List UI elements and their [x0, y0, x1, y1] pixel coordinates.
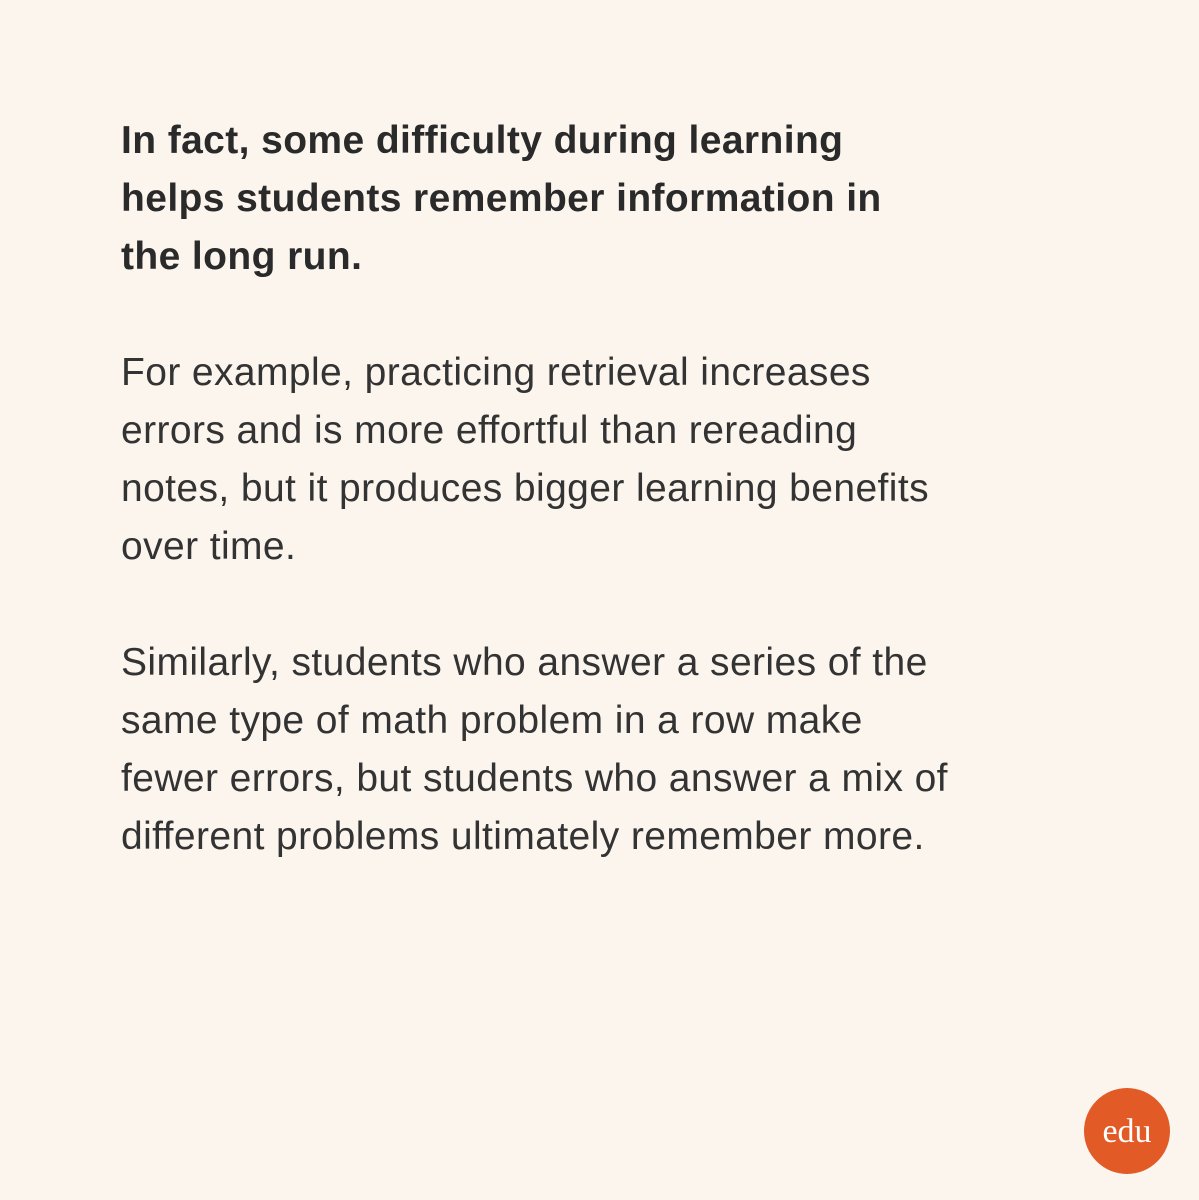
paragraph-line: For example, practicing retrieval increases — [121, 351, 871, 394]
paragraph-line: same type of math problem in a row make — [121, 699, 863, 742]
paragraph-line: different problems ultimately remember more. — [121, 815, 925, 858]
paragraph-line: In fact, some difficulty during learning — [121, 119, 844, 162]
paragraph-spacer — [121, 286, 1121, 344]
intro-paragraph — [121, 112, 1121, 286]
paragraph-line: Similarly, students who answer a series of the — [121, 641, 928, 684]
paragraph-spacer — [121, 576, 1121, 634]
paragraph-line: fewer errors, but students who answer a mix of — [121, 757, 948, 800]
article-text — [121, 112, 1121, 866]
paragraph-line: over time. — [121, 525, 297, 568]
paragraph-line: notes, but it produces bigger learning benefits — [121, 467, 929, 510]
retrieval-example-paragraph — [121, 344, 1121, 576]
edu-logo-text: edu — [1102, 1113, 1152, 1150]
edu-logo — [1084, 1088, 1170, 1174]
paragraph-line: the long run. — [121, 235, 363, 278]
math-example-paragraph — [121, 634, 1121, 866]
paragraph-line: helps students remember information in — [121, 177, 882, 220]
paragraph-line: errors and is more effortful than rereading — [121, 409, 858, 452]
edu-logo-mark — [1084, 1088, 1170, 1174]
